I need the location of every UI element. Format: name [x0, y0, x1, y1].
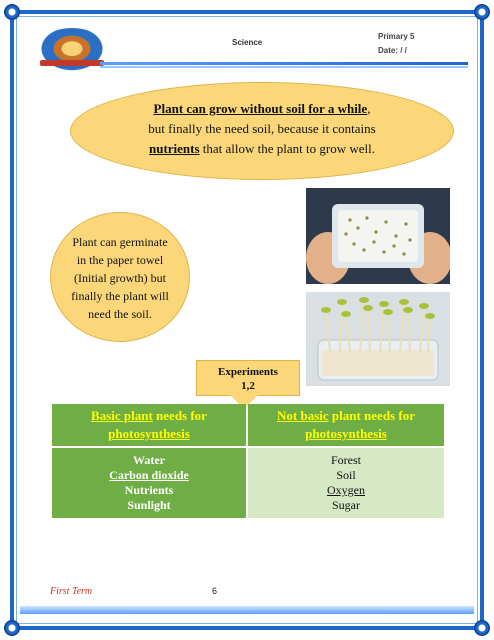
circle-line: Plant can germinate	[72, 235, 168, 249]
logo-banner	[40, 60, 104, 66]
table-item: Sunlight	[127, 498, 171, 512]
header-line-secondary	[100, 66, 468, 68]
footer-band	[20, 606, 474, 614]
table-item: Water	[133, 453, 165, 467]
basic-needs-header	[52, 404, 246, 446]
not-basic-needs-list	[248, 448, 444, 518]
corner-ornament	[4, 620, 20, 636]
oval-heading-comma: ,	[367, 101, 371, 116]
corner-ornament	[474, 620, 490, 636]
table-item: Oxygen	[327, 483, 365, 497]
needs-for-label: needs for	[152, 408, 207, 423]
callout-line-1: Experiments	[218, 366, 278, 378]
oval-line-3	[71, 141, 453, 157]
basic-needs-header-line-1	[52, 407, 246, 425]
needs-table	[52, 404, 444, 518]
subject-label: Science	[232, 38, 263, 47]
seed-tray-photo	[306, 188, 450, 284]
corner-ornament	[474, 4, 490, 20]
basic-needs-list	[52, 448, 246, 518]
basic-plant-label: Basic plant	[91, 408, 153, 423]
table-item: Forest	[331, 453, 361, 467]
table-item: Soil	[336, 468, 356, 482]
basic-needs-header-line-2: photosynthesis	[108, 426, 190, 441]
not-basic-label: Not basic	[277, 408, 329, 423]
circle-line: need the soil.	[88, 307, 152, 321]
header-line	[100, 62, 468, 65]
sprouts-photo	[306, 292, 450, 386]
plant-needs-for-label: plant needs for	[328, 408, 415, 423]
term-label: First Term	[50, 586, 93, 597]
germination-circle	[50, 212, 190, 342]
not-basic-needs-header-line-1	[248, 407, 444, 425]
callout-line-2: 1,2	[241, 380, 255, 392]
circle-line: (Initial growth) but	[74, 271, 166, 285]
oval-line-2: but finally the need soil, because it contains	[148, 121, 376, 136]
page-number: 6	[212, 586, 218, 596]
table-item: Carbon dioxide	[109, 468, 189, 482]
school-logo	[36, 28, 108, 74]
info-oval	[70, 82, 454, 180]
not-basic-needs-header	[248, 404, 444, 446]
grade-label: Primary 5	[378, 32, 415, 41]
corner-ornament	[4, 4, 20, 20]
oval-heading: Plant can grow without soil for a while	[153, 101, 368, 116]
not-basic-needs-header-line-2: photosynthesis	[305, 426, 387, 441]
table-item: Sugar	[332, 498, 360, 512]
circle-line: in the paper towel	[76, 253, 164, 267]
oval-line-3-rest: that allow the plant to grow well.	[199, 141, 376, 156]
date-label: Date: / /	[378, 46, 407, 55]
experiments-callout	[196, 360, 300, 396]
table-item: Nutrients	[124, 483, 174, 497]
oval-line-1	[71, 101, 453, 117]
nutrients-keyword: nutrients	[148, 141, 200, 156]
circle-line: finally the plant will	[71, 289, 169, 303]
